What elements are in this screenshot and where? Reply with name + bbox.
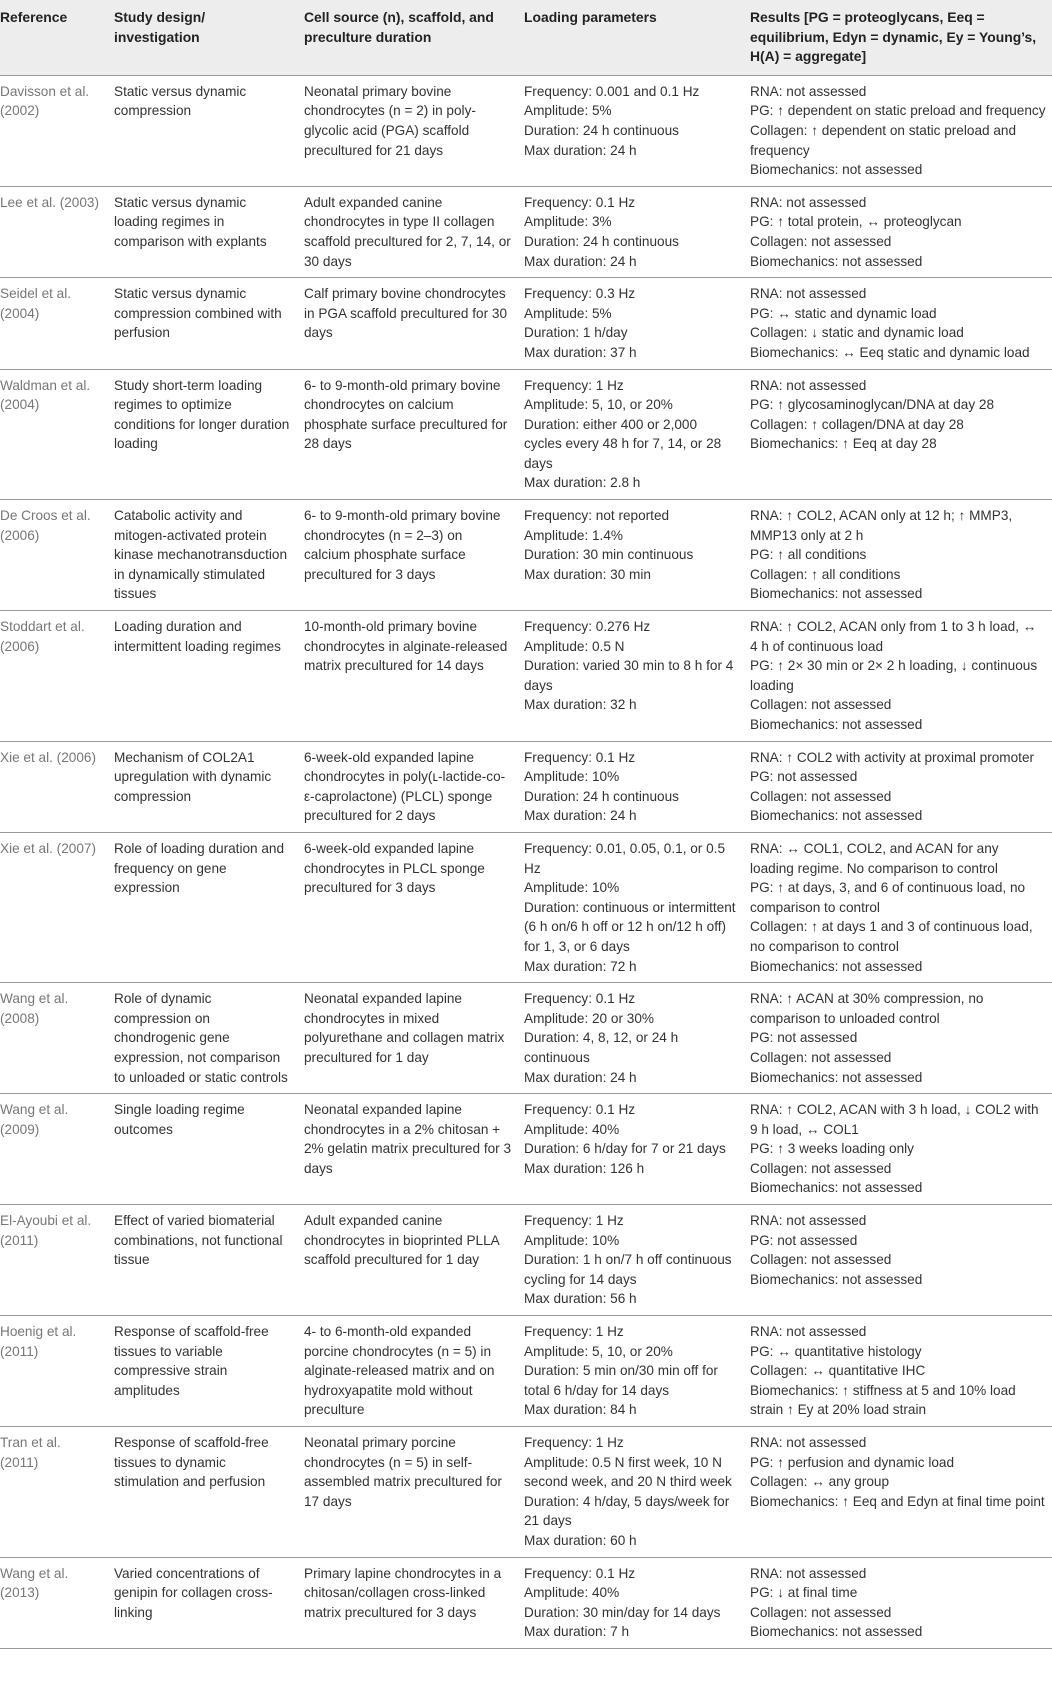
table-row: [0, 369, 1052, 500]
loading-parameter-line: Duration: 30 min continuous: [524, 547, 694, 563]
table-row: [0, 186, 1052, 277]
reference-cell: El-Ayoubi et al. (2011): [0, 1205, 108, 1316]
table-row: [0, 1427, 1052, 1558]
loading-parameters-cell: [518, 832, 744, 982]
loading-parameters-cell: [518, 75, 744, 186]
loading-parameter-line: Max duration: 84 h: [524, 1402, 637, 1418]
result-line: Collagen: ↑ all conditions: [750, 566, 901, 582]
study-design-cell: Effect of varied biomaterial combinations, not functional tissue: [108, 1205, 298, 1316]
loading-parameter-line: Amplitude: 40%: [524, 1121, 620, 1137]
result-line: Collagen: not assessed: [750, 233, 892, 249]
results-cell: [744, 500, 1052, 611]
result-line: PG: ↔ quantitative histology: [750, 1343, 922, 1359]
reference-cell: Davisson et al. (2002): [0, 75, 108, 186]
result-line: Biomechanics: not assessed: [750, 253, 923, 269]
loading-parameter-line: Max duration: 37 h: [524, 344, 637, 360]
table-row: [0, 278, 1052, 369]
loading-parameters-cell: [518, 186, 744, 277]
loading-parameter-line: Frequency: 1 Hz: [524, 377, 624, 393]
result-line: RNA: not assessed: [750, 1213, 867, 1229]
loading-parameter-line: Amplitude: 20 or 30%: [524, 1010, 654, 1026]
reference-cell: Stoddart et al. (2006): [0, 611, 108, 742]
result-line: Collagen: ↔ quantitative IHC: [750, 1363, 926, 1379]
result-line: Biomechanics: not assessed: [750, 958, 923, 974]
loading-parameter-line: Duration: continuous or intermittent (6 h on/6 h off or 12 h on/12 h off) for 1, 3, or 6 days: [524, 899, 736, 954]
result-line: RNA: not assessed: [750, 1324, 867, 1340]
result-line: PG: not assessed: [750, 769, 858, 785]
result-line: RNA: not assessed: [750, 1565, 867, 1581]
result-line: PG: ↔ static and dynamic load: [750, 305, 937, 321]
header-results: Results [PG = proteoglycans, Eeq = equilibrium, Edyn = dynamic, Ey = Young’s, H(A) = aggregate]: [744, 0, 1052, 75]
result-line: Biomechanics: not assessed: [750, 808, 923, 824]
cell-source-cell: Neonatal expanded lapine chondrocytes in a 2% chitosan + 2% gelatin matrix precultured for 3 days: [298, 1094, 518, 1205]
results-cell: [744, 741, 1052, 832]
result-line: Collagen: ↑ dependent on static preload and frequency: [750, 122, 1017, 158]
table-row: [0, 1205, 1052, 1316]
cell-source-cell: 6-week-old expanded lapine chondrocytes in poly(ʟ-lactide-co-ε-caprolactone) (PLCL) sponge precultured for 2 days: [298, 741, 518, 832]
loading-parameter-line: Frequency: 0.1 Hz: [524, 991, 636, 1007]
result-line: Biomechanics: not assessed: [750, 1271, 923, 1287]
study-design-cell: Study short-term loading regimes to optimize conditions for longer duration loading: [108, 369, 298, 500]
loading-parameter-line: Duration: 1 h/day: [524, 325, 628, 341]
loading-parameters-cell: [518, 741, 744, 832]
loading-parameters-cell: [518, 1427, 744, 1558]
table-row: [0, 983, 1052, 1094]
result-line: Collagen: not assessed: [750, 1604, 892, 1620]
result-line: PG: ↑ 3 weeks loading only: [750, 1141, 914, 1157]
result-line: Biomechanics: not assessed: [750, 1180, 923, 1196]
loading-parameter-line: Duration: 24 h continuous: [524, 122, 679, 138]
table-body: [0, 75, 1052, 1648]
table-row: [0, 1094, 1052, 1205]
study-design-cell: Response of scaffold-free tissues to variable compressive strain amplitudes: [108, 1316, 298, 1427]
loading-parameter-line: Amplitude: 10%: [524, 1232, 620, 1248]
results-cell: [744, 1316, 1052, 1427]
cell-source-cell: Adult expanded canine chondrocytes in bioprinted PLLA scaffold precultured for 1 day: [298, 1205, 518, 1316]
loading-parameter-line: Amplitude: 5, 10, or 20%: [524, 397, 673, 413]
study-design-cell: Static versus dynamic compression combined with perfusion: [108, 278, 298, 369]
loading-parameter-line: Max duration: 30 min: [524, 566, 651, 582]
loading-parameter-line: Amplitude: 0.5 N first week, 10 N second week, and 20 N third week: [524, 1454, 732, 1490]
loading-parameter-line: Max duration: 72 h: [524, 958, 637, 974]
cell-source-cell: Primary lapine chondrocytes in a chitosan/collagen cross-linked matrix precultured for 3 days: [298, 1557, 518, 1648]
results-cell: [744, 75, 1052, 186]
loading-parameter-line: Frequency: 0.1 Hz: [524, 1565, 636, 1581]
result-line: PG: ↓ at final time: [750, 1585, 858, 1601]
result-line: Biomechanics: ↑ stiffness at 5 and 10% load strain ↑ Ey at 20% load strain: [750, 1382, 1016, 1418]
table-row: [0, 611, 1052, 742]
results-cell: [744, 186, 1052, 277]
result-line: Biomechanics: not assessed: [750, 1624, 923, 1640]
loading-parameter-line: Amplitude: 5%: [524, 103, 612, 119]
result-line: PG: ↑ all conditions: [750, 547, 867, 563]
loading-parameter-line: Frequency: not reported: [524, 508, 670, 524]
reference-cell: De Croos et al. (2006): [0, 500, 108, 611]
result-line: Biomechanics: ↔ Eeq static and dynamic load: [750, 344, 1030, 360]
study-design-cell: Loading duration and intermittent loading regimes: [108, 611, 298, 742]
loading-parameter-line: Frequency: 0.276 Hz: [524, 619, 651, 635]
loading-parameters-cell: [518, 278, 744, 369]
study-design-cell: Varied concentrations of genipin for collagen cross-linking: [108, 1557, 298, 1648]
result-line: PG: ↑ 2× 30 min or 2× 2 h loading, ↓ continuous loading: [750, 658, 1038, 693]
loading-parameter-line: Frequency: 0.1 Hz: [524, 749, 636, 765]
reference-cell: Seidel et al. (2004): [0, 278, 108, 369]
loading-parameter-line: Frequency: 0.1 Hz: [524, 194, 636, 210]
table-row: [0, 832, 1052, 982]
loading-parameter-line: Frequency: 0.3 Hz: [524, 286, 636, 302]
study-design-cell: Static versus dynamic compression: [108, 75, 298, 186]
table-header: [0, 0, 1052, 75]
result-line: Collagen: not assessed: [750, 1252, 892, 1268]
table-row: [0, 1557, 1052, 1648]
result-line: PG: not assessed: [750, 1030, 858, 1046]
result-line: RNA: ↑ COL2, ACAN with 3 h load, ↓ COL2 with 9 h load, ↔ COL1: [750, 1102, 1039, 1137]
result-line: Biomechanics: not assessed: [750, 717, 923, 732]
study-design-cell: Catabolic activity and mitogen-activated protein kinase mechanotransduction in dynamically stimulated tissues: [108, 500, 298, 611]
loading-parameter-line: Amplitude: 3%: [524, 214, 612, 230]
study-design-cell: Static versus dynamic loading regimes in comparison with explants: [108, 186, 298, 277]
result-line: PG: ↑ dependent on static preload and frequency: [750, 103, 1046, 119]
loading-parameter-line: Max duration: 24 h: [524, 808, 637, 824]
study-design-cell: Response of scaffold-free tissues to dynamic stimulation and perfusion: [108, 1427, 298, 1558]
result-line: Collagen: ↓ static and dynamic load: [750, 325, 964, 341]
result-line: RNA: not assessed: [750, 377, 867, 393]
results-cell: [744, 983, 1052, 1094]
reference-cell: Xie et al. (2006): [0, 741, 108, 832]
cell-source-cell: 6- to 9-month-old primary bovine chondrocytes on calcium phosphate surface precultured for 28 days: [298, 369, 518, 500]
result-line: Collagen: not assessed: [750, 788, 892, 804]
loading-parameter-line: Max duration: 32 h: [524, 697, 637, 713]
cell-source-cell: Adult expanded canine chondrocytes in type II collagen scaffold precultured for 2, 7, 14, or 30 days: [298, 186, 518, 277]
result-line: RNA: ↑ COL2 with activity at proximal promoter: [750, 749, 1035, 765]
result-line: RNA: not assessed: [750, 83, 867, 99]
loading-parameter-line: Frequency: 1 Hz: [524, 1324, 624, 1340]
loading-parameter-line: Max duration: 24 h: [524, 142, 637, 158]
header-loading-parameters: Loading parameters: [518, 0, 744, 75]
results-cell: [744, 278, 1052, 369]
result-line: Biomechanics: ↑ Eeq and Edyn at final time point: [750, 1493, 1045, 1509]
cell-source-cell: 4- to 6-month-old expanded porcine chondrocytes (n = 5) in alginate-released matrix and on hydroxyapatite mold without preculture: [298, 1316, 518, 1427]
header-reference: Reference: [0, 0, 108, 75]
result-line: Collagen: not assessed: [750, 1160, 892, 1176]
loading-parameter-line: Max duration: 60 h: [524, 1532, 637, 1548]
reference-cell: Waldman et al. (2004): [0, 369, 108, 500]
result-line: Biomechanics: ↑ Eeq at day 28: [750, 436, 937, 452]
reference-cell: Tran et al. (2011): [0, 1427, 108, 1558]
loading-parameters-cell: [518, 1205, 744, 1316]
result-line: PG: ↑ total protein, ↔ proteoglycan: [750, 214, 962, 230]
table-row: [0, 741, 1052, 832]
loading-parameter-line: Max duration: 56 h: [524, 1291, 637, 1307]
results-cell: [744, 1205, 1052, 1316]
loading-parameter-line: Duration: 4 h/day, 5 days/week for 21 days: [524, 1493, 730, 1529]
loading-parameter-line: Duration: varied 30 min to 8 h for 4 days: [524, 658, 734, 693]
loading-parameter-line: Duration: 30 min/day for 14 days: [524, 1604, 721, 1620]
header-study-design: Study design/ investigation: [108, 0, 298, 75]
reference-cell: Wang et al. (2008): [0, 983, 108, 1094]
loading-parameter-line: Duration: 4, 8, 12, or 24 h continuous: [524, 1030, 679, 1065]
reference-cell: Lee et al. (2003): [0, 186, 108, 277]
cell-source-cell: Calf primary bovine chondrocytes in PGA scaffold precultured for 30 days: [298, 278, 518, 369]
results-cell: [744, 1557, 1052, 1648]
loading-parameters-cell: [518, 369, 744, 500]
header-cell-source: Cell source (n), scaffold, and preculture duration: [298, 0, 518, 75]
loading-parameter-line: Frequency: 1 Hz: [524, 1435, 624, 1450]
table-row: [0, 75, 1052, 186]
reference-cell: Hoenig et al. (2011): [0, 1316, 108, 1427]
study-design-cell: Role of loading duration and frequency on gene expression: [108, 832, 298, 982]
loading-parameters-cell: [518, 1316, 744, 1427]
loading-parameter-line: Max duration: 2.8 h: [524, 475, 641, 491]
result-line: PG: ↑ perfusion and dynamic load: [750, 1454, 955, 1470]
results-cell: [744, 1427, 1052, 1558]
study-design-cell: Role of dynamic compression on chondrogenic gene expression, not comparison to unloaded or static controls: [108, 983, 298, 1094]
result-line: RNA: not assessed: [750, 194, 867, 210]
table-row: [0, 1316, 1052, 1427]
result-line: Collagen: ↑ at days 1 and 3 of continuous load, no comparison to control: [750, 919, 1033, 954]
loading-parameters-cell: [518, 1557, 744, 1648]
study-design-cell: Single loading regime outcomes: [108, 1094, 298, 1205]
result-line: RNA: ↑ COL2, ACAN only from 1 to 3 h load, ↔ 4 h of continuous load: [750, 619, 1037, 654]
result-line: RNA: not assessed: [750, 286, 867, 302]
loading-parameter-line: Frequency: 0.01, 0.05, 0.1, or 0.5 Hz: [524, 840, 726, 876]
results-cell: [744, 832, 1052, 982]
loading-parameter-line: Amplitude: 1.4%: [524, 527, 623, 543]
loading-parameters-cell: [518, 500, 744, 611]
loading-parameter-line: Max duration: 24 h: [524, 1069, 637, 1085]
cell-source-cell: Neonatal expanded lapine chondrocytes in mixed polyurethane and collagen matrix precultured for 1 day: [298, 983, 518, 1094]
loading-parameter-line: Amplitude: 10%: [524, 880, 620, 896]
loading-parameter-line: Duration: 1 h on/7 h off continuous cycling for 14 days: [524, 1252, 732, 1287]
result-line: RNA: ↑ ACAN at 30% compression, no comparison to unloaded control: [750, 991, 984, 1026]
result-line: Collagen: not assessed: [750, 1049, 892, 1065]
loading-parameter-line: Amplitude: 0.5 N: [524, 638, 625, 654]
result-line: Collagen: ↑ collagen/DNA at day 28: [750, 416, 964, 432]
result-line: Biomechanics: not assessed: [750, 1069, 923, 1085]
loading-parameter-line: Duration: 24 h continuous: [524, 233, 679, 249]
loading-parameter-line: Frequency: 0.001 and 0.1 Hz: [524, 83, 700, 99]
result-line: Collagen: ↔ any group: [750, 1474, 890, 1490]
loading-parameter-line: Max duration: 126 h: [524, 1160, 645, 1176]
cell-source-cell: 6- to 9-month-old primary bovine chondrocytes (n = 2–3) on calcium phosphate surface precultured for 3 days: [298, 500, 518, 611]
results-cell: [744, 369, 1052, 500]
loading-parameter-line: Duration: 24 h continuous: [524, 788, 679, 804]
result-line: RNA: ↑ COL2, ACAN only at 12 h; ↑ MMP3, MMP13 only at 2 h: [750, 508, 1013, 543]
loading-parameter-line: Amplitude: 40%: [524, 1585, 620, 1601]
loading-parameter-line: Duration: 6 h/day for 7 or 21 days: [524, 1141, 726, 1157]
cell-source-cell: Neonatal primary porcine chondrocytes (n = 5) in self-assembled matrix precultured for 17 days: [298, 1427, 518, 1558]
loading-parameters-cell: [518, 983, 744, 1094]
reference-cell: Xie et al. (2007): [0, 832, 108, 982]
result-line: RNA: not assessed: [750, 1435, 867, 1450]
result-line: PG: ↑ at days, 3, and 6 of continuous load, no comparison to control: [750, 880, 1026, 915]
loading-parameter-line: Max duration: 24 h: [524, 253, 637, 269]
results-cell: [744, 611, 1052, 742]
table-row: [0, 500, 1052, 611]
result-line: RNA: ↔ COL1, COL2, and ACAN for any loading regime. No comparison to control: [750, 840, 999, 876]
results-cell: [744, 1094, 1052, 1205]
loading-parameter-line: Amplitude: 5, 10, or 20%: [524, 1343, 673, 1359]
result-line: Biomechanics: not assessed: [750, 586, 923, 602]
loading-parameter-line: Frequency: 0.1 Hz: [524, 1102, 636, 1118]
cell-source-cell: 10-month-old primary bovine chondrocytes in alginate-released matrix precultured for 14 days: [298, 611, 518, 742]
loading-parameters-cell: [518, 1094, 744, 1205]
loading-parameter-line: Duration: either 400 or 2,000 cycles every 48 h for 7, 14, or 28 days: [524, 416, 722, 471]
reference-cell: Wang et al. (2009): [0, 1094, 108, 1205]
result-line: PG: not assessed: [750, 1232, 858, 1248]
result-line: Biomechanics: not assessed: [750, 162, 923, 178]
loading-parameter-line: Frequency: 1 Hz: [524, 1213, 624, 1229]
header-row: [0, 0, 1052, 75]
loading-parameter-line: Amplitude: 10%: [524, 769, 620, 785]
cell-source-cell: 6-week-old expanded lapine chondrocytes in PLCL sponge precultured for 3 days: [298, 832, 518, 982]
loading-parameter-line: Duration: 5 min on/30 min off for total 6 h/day for 14 days: [524, 1363, 718, 1398]
loading-parameters-cell: [518, 611, 744, 742]
loading-parameter-line: Amplitude: 5%: [524, 305, 612, 321]
result-line: PG: ↑ glycosaminoglycan/DNA at day 28: [750, 397, 995, 413]
study-design-cell: Mechanism of COL2A1 upregulation with dynamic compression: [108, 741, 298, 832]
reference-cell: Wang et al. (2013): [0, 1557, 108, 1648]
cell-source-cell: Neonatal primary bovine chondrocytes (n = 2) in poly-glycolic acid (PGA) scaffold precultured for 21 days: [298, 75, 518, 186]
loading-parameter-line: Max duration: 7 h: [524, 1624, 630, 1640]
result-line: Collagen: not assessed: [750, 697, 892, 713]
